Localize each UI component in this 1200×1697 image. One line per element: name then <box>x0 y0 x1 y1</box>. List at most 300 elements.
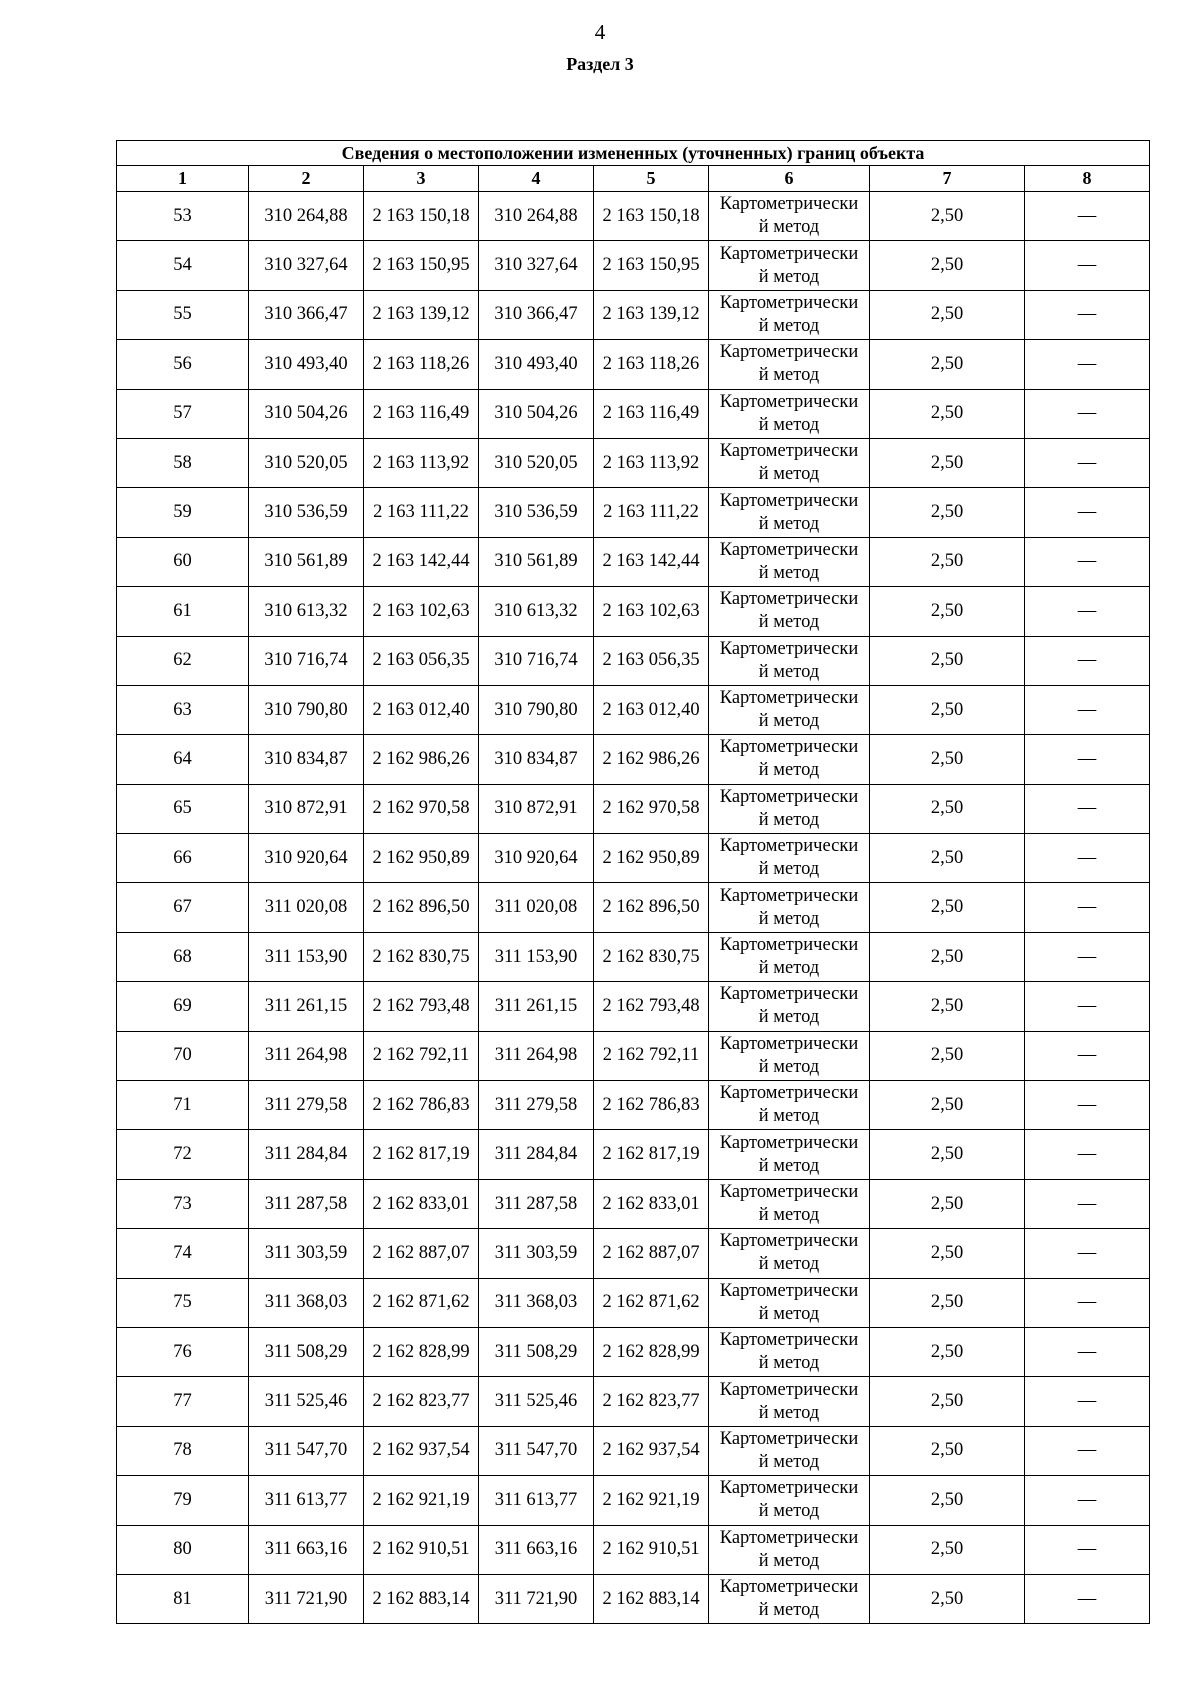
accuracy-cell: 2,50 <box>870 438 1025 487</box>
table-row <box>117 1031 1150 1080</box>
method-cell <box>709 1031 870 1080</box>
method-cell <box>709 241 870 290</box>
note-cell: — <box>1025 1574 1150 1623</box>
note-cell: — <box>1025 1179 1150 1228</box>
y-refined-cell: 2 162 896,50 <box>594 883 709 932</box>
method-text-line1: Картометрически <box>719 1478 859 1499</box>
accuracy-cell: 2,50 <box>870 389 1025 438</box>
y-existing-cell: 2 162 871,62 <box>364 1278 479 1327</box>
table-row <box>117 1426 1150 1475</box>
accuracy-cell: 2,50 <box>870 1179 1025 1228</box>
method-text-line1: Картометрически <box>719 1527 859 1548</box>
method-cell <box>709 488 870 537</box>
y-refined-cell: 2 162 833,01 <box>594 1179 709 1228</box>
accuracy-cell: 2,50 <box>870 340 1025 389</box>
note-cell: — <box>1025 932 1150 981</box>
y-existing-cell: 2 162 792,11 <box>364 1031 479 1080</box>
method-text-line2: й метод <box>758 1353 820 1374</box>
x-refined-cell: 310 716,74 <box>479 636 594 685</box>
note-cell: — <box>1025 1327 1150 1376</box>
method-cell <box>709 1377 870 1426</box>
y-refined-cell: 2 162 921,19 <box>594 1476 709 1525</box>
x-existing-cell: 311 279,58 <box>249 1081 364 1130</box>
y-existing-cell: 2 162 817,19 <box>364 1130 479 1179</box>
y-refined-cell: 2 163 116,49 <box>594 389 709 438</box>
point-number-cell: 80 <box>117 1525 249 1574</box>
y-existing-cell: 2 162 937,54 <box>364 1426 479 1475</box>
table-row <box>117 932 1150 981</box>
table-row <box>117 1229 1150 1278</box>
column-number: 6 <box>709 166 870 192</box>
y-refined-cell: 2 162 970,58 <box>594 784 709 833</box>
x-refined-cell: 310 366,47 <box>479 290 594 339</box>
accuracy-cell: 2,50 <box>870 241 1025 290</box>
x-refined-cell: 311 264,98 <box>479 1031 594 1080</box>
y-existing-cell: 2 162 828,99 <box>364 1327 479 1376</box>
note-cell: — <box>1025 636 1150 685</box>
method-text-line2: й метод <box>758 1106 820 1127</box>
point-number-cell: 62 <box>117 636 249 685</box>
table-row <box>117 1377 1150 1426</box>
point-number-cell: 78 <box>117 1426 249 1475</box>
x-existing-cell: 310 536,59 <box>249 488 364 537</box>
y-existing-cell: 2 162 910,51 <box>364 1525 479 1574</box>
method-text-line1: Картометрически <box>719 1132 859 1153</box>
y-existing-cell: 2 163 111,22 <box>364 488 479 537</box>
x-refined-cell: 311 020,08 <box>479 883 594 932</box>
y-existing-cell: 2 162 887,07 <box>364 1229 479 1278</box>
method-text-line1: Картометрически <box>719 1330 859 1351</box>
method-text-line1: Картометрически <box>719 292 859 313</box>
method-text-line2: й метод <box>758 562 820 583</box>
method-text-line1: Картометрически <box>719 1083 859 1104</box>
column-number: 4 <box>479 166 594 192</box>
y-refined-cell: 2 163 150,18 <box>594 192 709 241</box>
point-number-cell: 53 <box>117 192 249 241</box>
accuracy-cell: 2,50 <box>870 1476 1025 1525</box>
method-text-line1: Картометрически <box>719 490 859 511</box>
accuracy-cell: 2,50 <box>870 1377 1025 1426</box>
method-text-line2: й метод <box>758 1254 820 1275</box>
table-row <box>117 1278 1150 1327</box>
method-text-line2: й метод <box>758 908 820 929</box>
y-existing-cell: 2 163 056,35 <box>364 636 479 685</box>
note-cell: — <box>1025 389 1150 438</box>
x-refined-cell: 310 872,91 <box>479 784 594 833</box>
x-refined-cell: 310 504,26 <box>479 389 594 438</box>
x-existing-cell: 311 547,70 <box>249 1426 364 1475</box>
method-cell <box>709 1229 870 1278</box>
accuracy-cell: 2,50 <box>870 290 1025 339</box>
method-text-line1: Картометрически <box>719 539 859 560</box>
accuracy-cell: 2,50 <box>870 932 1025 981</box>
note-cell: — <box>1025 1278 1150 1327</box>
y-refined-cell: 2 162 950,89 <box>594 834 709 883</box>
table-row <box>117 982 1150 1031</box>
method-text-line1: Картометрически <box>719 243 859 264</box>
accuracy-cell: 2,50 <box>870 685 1025 734</box>
accuracy-cell: 2,50 <box>870 636 1025 685</box>
y-existing-cell: 2 163 102,63 <box>364 587 479 636</box>
column-number: 8 <box>1025 166 1150 192</box>
note-cell: — <box>1025 438 1150 487</box>
point-number-cell: 79 <box>117 1476 249 1525</box>
y-refined-cell: 2 163 102,63 <box>594 587 709 636</box>
y-refined-cell: 2 162 828,99 <box>594 1327 709 1376</box>
x-existing-cell: 310 834,87 <box>249 735 364 784</box>
x-refined-cell: 310 327,64 <box>479 241 594 290</box>
note-cell: — <box>1025 587 1150 636</box>
y-refined-cell: 2 162 871,62 <box>594 1278 709 1327</box>
method-cell <box>709 1574 870 1623</box>
x-refined-cell: 310 834,87 <box>479 735 594 784</box>
method-text-line1: Картометрически <box>719 1182 859 1202</box>
y-refined-cell: 2 162 817,19 <box>594 1130 709 1179</box>
table-row <box>117 290 1150 339</box>
method-text-line2: й метод <box>758 859 820 880</box>
x-existing-cell: 311 303,59 <box>249 1229 364 1278</box>
method-text-line1: Картометрически <box>719 737 859 758</box>
method-text-line2: й метод <box>758 1501 820 1522</box>
note-cell: — <box>1025 1031 1150 1080</box>
x-refined-cell: 310 264,88 <box>479 192 594 241</box>
x-existing-cell: 310 790,80 <box>249 685 364 734</box>
method-cell <box>709 1426 870 1475</box>
point-number-cell: 70 <box>117 1031 249 1080</box>
note-cell: — <box>1025 1525 1150 1574</box>
x-refined-cell: 310 790,80 <box>479 685 594 734</box>
method-cell <box>709 340 870 389</box>
point-number-cell: 60 <box>117 537 249 586</box>
method-text-line2: й метод <box>758 1155 820 1176</box>
method-cell <box>709 1476 870 1525</box>
point-number-cell: 77 <box>117 1377 249 1426</box>
point-number-cell: 54 <box>117 241 249 290</box>
x-existing-cell: 310 520,05 <box>249 438 364 487</box>
accuracy-cell: 2,50 <box>870 1327 1025 1376</box>
x-existing-cell: 310 872,91 <box>249 784 364 833</box>
method-text-line1: Картометрически <box>719 1033 859 1054</box>
x-existing-cell: 311 264,98 <box>249 1031 364 1080</box>
accuracy-cell: 2,50 <box>870 982 1025 1031</box>
table-row <box>117 1130 1150 1179</box>
x-refined-cell: 311 153,90 <box>479 932 594 981</box>
point-number-cell: 66 <box>117 834 249 883</box>
method-text-line2: й метод <box>758 315 820 336</box>
note-cell: — <box>1025 241 1150 290</box>
table-row <box>117 488 1150 537</box>
y-existing-cell: 2 163 139,12 <box>364 290 479 339</box>
point-number-cell: 63 <box>117 685 249 734</box>
y-existing-cell: 2 163 113,92 <box>364 438 479 487</box>
y-existing-cell: 2 162 823,77 <box>364 1377 479 1426</box>
x-existing-cell: 311 525,46 <box>249 1377 364 1426</box>
point-number-cell: 72 <box>117 1130 249 1179</box>
note-cell: — <box>1025 340 1150 389</box>
accuracy-cell: 2,50 <box>870 587 1025 636</box>
table-row <box>117 1179 1150 1228</box>
point-number-cell: 69 <box>117 982 249 1031</box>
y-existing-cell: 2 162 921,19 <box>364 1476 479 1525</box>
method-text-line2: й метод <box>758 464 820 485</box>
accuracy-cell: 2,50 <box>870 883 1025 932</box>
method-text-line2: й метод <box>758 1550 820 1571</box>
note-cell: — <box>1025 537 1150 586</box>
method-text-line2: й метод <box>758 809 820 830</box>
x-refined-cell: 310 493,40 <box>479 340 594 389</box>
x-refined-cell: 310 536,59 <box>479 488 594 537</box>
x-existing-cell: 311 261,15 <box>249 982 364 1031</box>
x-existing-cell: 310 920,64 <box>249 834 364 883</box>
x-existing-cell: 310 504,26 <box>249 389 364 438</box>
table-row <box>117 587 1150 636</box>
method-text-line1: Картометрически <box>719 342 859 363</box>
column-number: 2 <box>249 166 364 192</box>
y-existing-cell: 2 162 896,50 <box>364 883 479 932</box>
x-existing-cell: 311 153,90 <box>249 932 364 981</box>
method-cell <box>709 735 870 784</box>
y-existing-cell: 2 163 116,49 <box>364 389 479 438</box>
column-number: 3 <box>364 166 479 192</box>
table-row <box>117 340 1150 389</box>
method-text-line1: Картометрически <box>719 1428 859 1449</box>
table-row <box>117 438 1150 487</box>
method-text-line2: й метод <box>758 1600 820 1621</box>
x-refined-cell: 311 279,58 <box>479 1081 594 1130</box>
method-text-line1: Картометрически <box>719 391 859 412</box>
method-text-line2: й метод <box>758 958 820 979</box>
y-existing-cell: 2 163 012,40 <box>364 685 479 734</box>
method-cell <box>709 1130 870 1179</box>
note-cell: — <box>1025 834 1150 883</box>
method-text-line1: Картометрически <box>719 441 859 462</box>
x-refined-cell: 311 547,70 <box>479 1426 594 1475</box>
point-number-cell: 67 <box>117 883 249 932</box>
x-refined-cell: 311 613,77 <box>479 1476 594 1525</box>
x-existing-cell: 310 613,32 <box>249 587 364 636</box>
x-existing-cell: 311 368,03 <box>249 1278 364 1327</box>
method-cell <box>709 438 870 487</box>
x-refined-cell: 311 287,58 <box>479 1179 594 1228</box>
x-refined-cell: 311 525,46 <box>479 1377 594 1426</box>
method-text-line2: й метод <box>758 217 820 238</box>
table-row <box>117 735 1150 784</box>
note-cell: — <box>1025 1130 1150 1179</box>
x-existing-cell: 311 508,29 <box>249 1327 364 1376</box>
method-text-line1: Картометрически <box>719 688 859 709</box>
note-cell: — <box>1025 192 1150 241</box>
y-existing-cell: 2 162 830,75 <box>364 932 479 981</box>
y-refined-cell: 2 163 150,95 <box>594 241 709 290</box>
method-text-line2: й метод <box>758 513 820 534</box>
table-row <box>117 537 1150 586</box>
method-text-line2: й метод <box>758 414 820 435</box>
method-cell <box>709 834 870 883</box>
method-cell <box>709 192 870 241</box>
note-cell: — <box>1025 982 1150 1031</box>
y-existing-cell: 2 163 150,18 <box>364 192 479 241</box>
method-text-line1: Картометрически <box>719 1577 859 1598</box>
y-refined-cell: 2 163 012,40 <box>594 685 709 734</box>
x-refined-cell: 311 721,90 <box>479 1574 594 1623</box>
accuracy-cell: 2,50 <box>870 784 1025 833</box>
method-text-line1: Картометрически <box>719 984 859 1005</box>
method-cell <box>709 932 870 981</box>
accuracy-cell: 2,50 <box>870 1229 1025 1278</box>
method-cell <box>709 1525 870 1574</box>
y-refined-cell: 2 162 786,83 <box>594 1081 709 1130</box>
note-cell: — <box>1025 1081 1150 1130</box>
x-existing-cell: 310 264,88 <box>249 192 364 241</box>
x-existing-cell: 311 721,90 <box>249 1574 364 1623</box>
x-existing-cell: 310 366,47 <box>249 290 364 339</box>
note-cell: — <box>1025 685 1150 734</box>
point-number-cell: 55 <box>117 290 249 339</box>
y-existing-cell: 2 163 150,95 <box>364 241 479 290</box>
y-refined-cell: 2 163 113,92 <box>594 438 709 487</box>
method-text-line2: й метод <box>758 1007 820 1028</box>
method-text-line1: Картометрически <box>719 1231 859 1252</box>
method-cell <box>709 290 870 339</box>
x-existing-cell: 310 561,89 <box>249 537 364 586</box>
method-text-line1: Картометрически <box>719 1280 859 1301</box>
y-refined-cell: 2 162 986,26 <box>594 735 709 784</box>
method-text-line2: й метод <box>758 1056 820 1077</box>
table-caption: Сведения о местоположении измененных (уточненных) границ объекта <box>117 141 1150 166</box>
y-refined-cell: 2 162 830,75 <box>594 932 709 981</box>
method-cell <box>709 982 870 1031</box>
accuracy-cell: 2,50 <box>870 192 1025 241</box>
note-cell: — <box>1025 290 1150 339</box>
y-refined-cell: 2 162 887,07 <box>594 1229 709 1278</box>
method-text-line2: й метод <box>758 661 820 682</box>
method-text-line1: Картометрически <box>719 638 859 659</box>
note-cell: — <box>1025 784 1150 833</box>
y-refined-cell: 2 163 118,26 <box>594 340 709 389</box>
point-number-cell: 71 <box>117 1081 249 1130</box>
method-cell <box>709 537 870 586</box>
x-existing-cell: 311 020,08 <box>249 883 364 932</box>
y-existing-cell: 2 162 786,83 <box>364 1081 479 1130</box>
x-existing-cell: 311 287,58 <box>249 1179 364 1228</box>
point-number-cell: 56 <box>117 340 249 389</box>
y-refined-cell: 2 162 937,54 <box>594 1426 709 1475</box>
method-text-line1: Картометрически <box>719 935 859 956</box>
method-text-line2: й метод <box>758 1402 820 1423</box>
y-refined-cell: 2 162 823,77 <box>594 1377 709 1426</box>
method-cell <box>709 784 870 833</box>
table-row <box>117 685 1150 734</box>
method-text-line1: Картометрически <box>719 786 859 807</box>
method-text-line2: й метод <box>758 365 820 386</box>
y-refined-cell: 2 162 883,14 <box>594 1574 709 1623</box>
y-refined-cell: 2 163 139,12 <box>594 290 709 339</box>
method-text-line1: Картометрически <box>719 836 859 857</box>
accuracy-cell: 2,50 <box>870 1525 1025 1574</box>
note-cell: — <box>1025 488 1150 537</box>
method-text-line2: й метод <box>758 1205 820 1225</box>
method-text-line1: Картометрически <box>719 194 859 215</box>
y-existing-cell: 2 162 883,14 <box>364 1574 479 1623</box>
column-number: 5 <box>594 166 709 192</box>
point-number-cell: 81 <box>117 1574 249 1623</box>
table-row <box>117 883 1150 932</box>
accuracy-cell: 2,50 <box>870 1081 1025 1130</box>
y-refined-cell: 2 163 056,35 <box>594 636 709 685</box>
x-refined-cell: 311 508,29 <box>479 1327 594 1376</box>
x-existing-cell: 310 327,64 <box>249 241 364 290</box>
method-cell <box>709 389 870 438</box>
method-cell <box>709 587 870 636</box>
y-refined-cell: 2 162 792,11 <box>594 1031 709 1080</box>
accuracy-cell: 2,50 <box>870 488 1025 537</box>
table-row <box>117 1327 1150 1376</box>
x-refined-cell: 310 520,05 <box>479 438 594 487</box>
y-refined-cell: 2 162 793,48 <box>594 982 709 1031</box>
accuracy-cell: 2,50 <box>870 834 1025 883</box>
method-text-line2: й метод <box>758 760 820 781</box>
accuracy-cell: 2,50 <box>870 1426 1025 1475</box>
y-existing-cell: 2 162 970,58 <box>364 784 479 833</box>
table-row <box>117 192 1150 241</box>
x-existing-cell: 311 284,84 <box>249 1130 364 1179</box>
x-existing-cell: 310 493,40 <box>249 340 364 389</box>
y-existing-cell: 2 162 986,26 <box>364 735 479 784</box>
y-refined-cell: 2 163 142,44 <box>594 537 709 586</box>
point-number-cell: 58 <box>117 438 249 487</box>
method-text-line2: й метод <box>758 1303 820 1324</box>
method-cell <box>709 685 870 734</box>
table-row <box>117 1525 1150 1574</box>
note-cell: — <box>1025 1426 1150 1475</box>
note-cell: — <box>1025 1229 1150 1278</box>
point-number-cell: 61 <box>117 587 249 636</box>
method-cell <box>709 1327 870 1376</box>
y-existing-cell: 2 162 833,01 <box>364 1179 479 1228</box>
x-refined-cell: 310 613,32 <box>479 587 594 636</box>
method-text-line1: Картометрически <box>719 589 859 610</box>
table-row <box>117 389 1150 438</box>
point-number-cell: 68 <box>117 932 249 981</box>
note-cell: — <box>1025 883 1150 932</box>
method-cell <box>709 1081 870 1130</box>
x-refined-cell: 311 663,16 <box>479 1525 594 1574</box>
note-cell: — <box>1025 735 1150 784</box>
x-existing-cell: 310 716,74 <box>249 636 364 685</box>
method-text-line2: й метод <box>758 266 820 287</box>
y-existing-cell: 2 163 142,44 <box>364 537 479 586</box>
method-text-line2: й метод <box>758 711 820 732</box>
point-number-cell: 65 <box>117 784 249 833</box>
table-row <box>117 241 1150 290</box>
table-body <box>117 192 1150 1624</box>
point-number-cell: 59 <box>117 488 249 537</box>
x-refined-cell: 311 284,84 <box>479 1130 594 1179</box>
accuracy-cell: 2,50 <box>870 1031 1025 1080</box>
method-text-line2: й метод <box>758 1451 820 1472</box>
method-cell <box>709 636 870 685</box>
boundary-coordinates-table <box>116 140 1150 1624</box>
x-refined-cell: 311 303,59 <box>479 1229 594 1278</box>
table-row <box>117 1574 1150 1623</box>
x-existing-cell: 311 663,16 <box>249 1525 364 1574</box>
method-cell <box>709 1179 870 1228</box>
x-refined-cell: 311 261,15 <box>479 982 594 1031</box>
accuracy-cell: 2,50 <box>870 1574 1025 1623</box>
table-row <box>117 1081 1150 1130</box>
accuracy-cell: 2,50 <box>870 537 1025 586</box>
point-number-cell: 64 <box>117 735 249 784</box>
